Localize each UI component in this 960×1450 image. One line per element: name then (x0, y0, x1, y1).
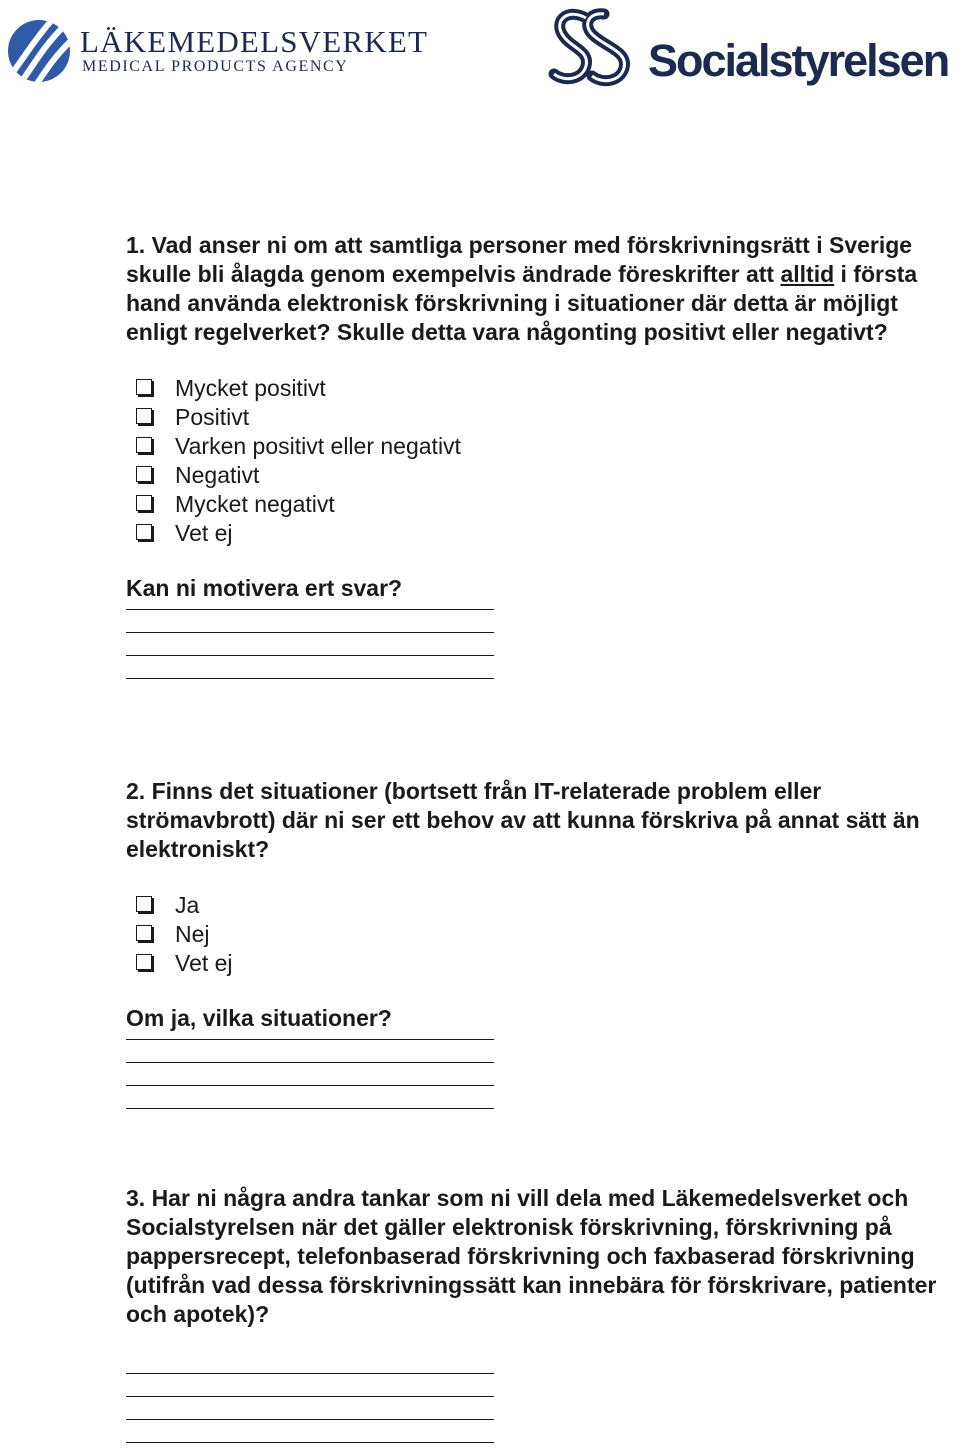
answer-line[interactable] (126, 1108, 494, 1109)
lakemedelsverket-wordmark: LÄKEMEDELSVERKET (80, 24, 429, 59)
answer-line[interactable] (126, 1419, 494, 1420)
option-label: Negativt (175, 462, 260, 488)
checkbox-icon[interactable] (136, 437, 152, 453)
answer-line[interactable] (126, 655, 494, 656)
question-1-option[interactable] (136, 432, 956, 461)
lakemedelsverket-tagline: MEDICAL PRODUCTS AGENCY (82, 58, 349, 75)
checkbox-icon[interactable] (136, 379, 152, 395)
question-2-answer-lines[interactable] (126, 1039, 956, 1109)
option-label: Varken positivt eller negativt (175, 433, 461, 459)
option-label: Positivt (175, 404, 250, 430)
question-1-emphasis: alltid (780, 261, 835, 287)
question-2-section (126, 777, 956, 1109)
checkbox-icon[interactable] (136, 954, 152, 970)
checkbox-icon[interactable] (136, 495, 152, 511)
option-label: Ja (175, 892, 200, 918)
socialstyrelsen-emblem-icon (546, 4, 642, 88)
question-3-answer-lines[interactable] (126, 1373, 956, 1443)
question-1-option[interactable] (136, 461, 956, 490)
answer-line[interactable] (126, 678, 494, 679)
answer-line[interactable] (126, 1396, 494, 1397)
question-3-text: 3. Har ni några andra tankar som ni vill dela med Läkemedelsverket och Socialstyrelsen när det gäller elektronisk förskrivning, förskrivning på pappersrecept, telefonbaserad förskrivning och faxbaserad förskrivning (utifrån vad dessa förskrivningssätt kan innebära för förskrivare, patienter och apotek)? (126, 1185, 937, 1327)
question-2-option[interactable] (136, 891, 956, 920)
lakemedelsverket-logo (6, 18, 429, 88)
checkbox-icon[interactable] (136, 408, 152, 424)
option-label: Vet ej (175, 520, 233, 546)
answer-line[interactable] (126, 1442, 494, 1443)
question-1-options (126, 374, 956, 548)
answer-line[interactable] (126, 632, 494, 633)
question-2-followup: Om ja, vilka situationer? (126, 1005, 392, 1031)
question-1-text-part-1: 1. Vad anser ni om att samtliga personer med förskrivningsrätt i Sverige skulle bli ålagda genom exempelvis ändrade föreskrifter att (126, 232, 913, 287)
answer-line[interactable] (126, 1085, 494, 1086)
question-1-followup: Kan ni motivera ert svar? (126, 575, 403, 601)
question-1-option[interactable] (136, 519, 956, 548)
checkbox-icon[interactable] (136, 925, 152, 941)
option-label: Nej (175, 921, 210, 947)
question-2-option[interactable] (136, 920, 956, 949)
question-2-options (126, 891, 956, 978)
lakemedelsverket-emblem-icon (6, 18, 72, 84)
question-3-section (126, 1184, 956, 1443)
question-2-option[interactable] (136, 949, 956, 978)
question-1-text-part-2: i första hand använda elektronisk förskrivning i situationer där detta är möjligt enligt regelverket? Skulle detta vara någonting positivt eller negativt? (126, 261, 918, 345)
question-1-option[interactable] (136, 403, 956, 432)
question-1-option[interactable] (136, 374, 956, 403)
socialstyrelsen-wordmark: Socialstyrelsen (648, 35, 949, 86)
option-label: Mycket negativt (175, 491, 335, 517)
answer-line[interactable] (126, 1039, 494, 1040)
question-1-option[interactable] (136, 490, 956, 519)
answer-line[interactable] (126, 1062, 494, 1063)
answer-line[interactable] (126, 1373, 494, 1374)
option-label: Vet ej (175, 950, 233, 976)
question-1-answer-lines[interactable] (126, 609, 956, 679)
answer-line[interactable] (126, 609, 494, 610)
question-1-section (126, 231, 956, 679)
socialstyrelsen-logo (546, 4, 956, 94)
checkbox-icon[interactable] (136, 466, 152, 482)
checkbox-icon[interactable] (136, 896, 152, 912)
option-label: Mycket positivt (175, 375, 326, 401)
question-1-text (126, 231, 956, 347)
question-2-text: 2. Finns det situationer (bortsett från IT-relaterade problem eller strömavbrott) där ni ser ett behov av att kunna förskriva på annat sätt än elektroniskt? (126, 778, 920, 862)
checkbox-icon[interactable] (136, 524, 152, 540)
